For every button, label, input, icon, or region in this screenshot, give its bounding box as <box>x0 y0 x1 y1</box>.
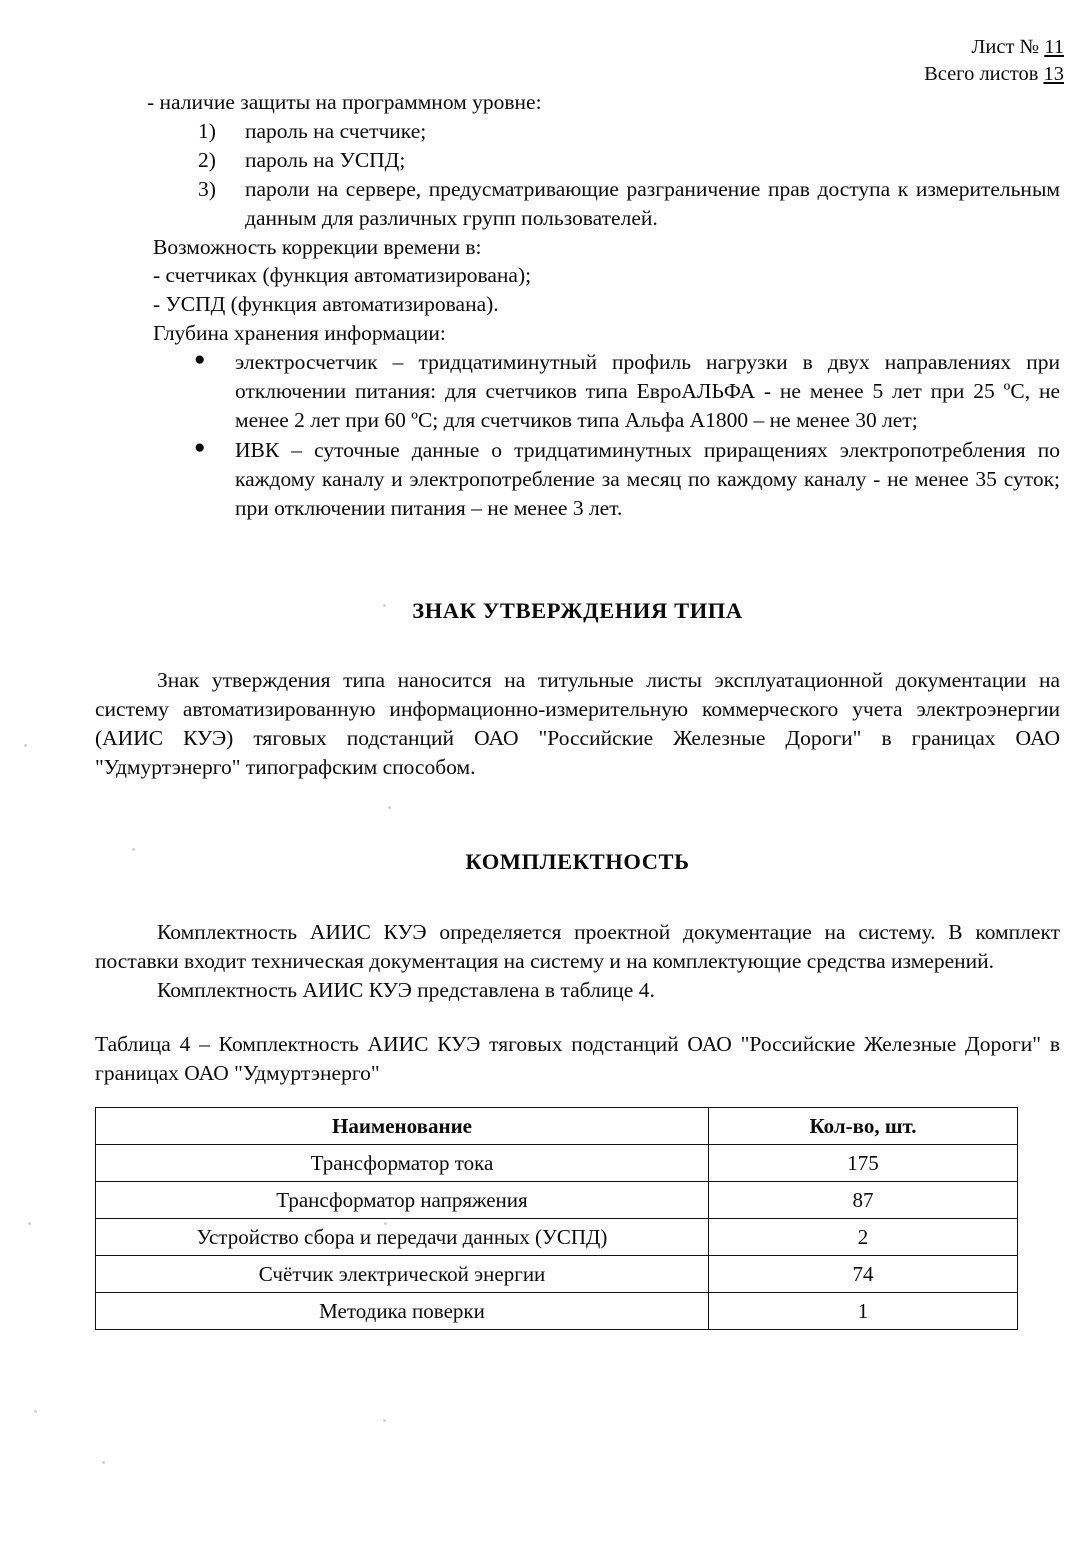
list-item-text: ИВК – суточные данные о тридцатиминутных приращениях электропотребления по каждому каналу и электропотребление за месяц по каждому каналу - не менее 35 суток; при отключении питания – не менее 3 лет. <box>235 437 1060 520</box>
sheet-label: Лист № <box>971 36 1040 58</box>
list-marker: 2) <box>198 147 216 172</box>
protection-lead: - наличие защиты на программном уровне: <box>147 90 542 114</box>
list-item <box>180 348 1060 435</box>
list-item-text: пароли на сервере, предусматривающие разграничение прав доступа к измерительным данным для различных групп пользователей. <box>245 176 1060 230</box>
list-item-text: пароль на УСПД; <box>245 147 406 172</box>
list-marker: 3) <box>198 176 216 201</box>
bullet-icon: ● <box>194 436 206 458</box>
cell-qty: 87 <box>709 1182 1018 1219</box>
storage-list <box>95 348 1060 522</box>
scan-speckle <box>383 1419 386 1422</box>
storage-lead: Глубина хранения информации: <box>153 321 446 346</box>
cell-name: Устройство сбора и передачи данных (УСПД) <box>96 1219 709 1256</box>
completeness-paragraph-2: Комплектность АИИС КУЭ представлена в таблице 4. <box>157 977 655 1002</box>
scan-speckle <box>132 848 135 851</box>
scan-speckle <box>28 1222 31 1225</box>
cell-qty: 175 <box>709 1145 1018 1182</box>
table-row <box>96 1182 1018 1219</box>
sheet-number: 11 <box>1044 36 1064 58</box>
scan-speckle <box>383 604 386 607</box>
cell-qty: 74 <box>709 1256 1018 1293</box>
list-item <box>198 175 1060 233</box>
cell-qty: 2 <box>709 1219 1018 1256</box>
total-sheets-line <box>924 61 1064 88</box>
cell-qty: 1 <box>709 1293 1018 1330</box>
table-row <box>96 1145 1018 1182</box>
column-header-qty: Кол-во, шт. <box>709 1108 1018 1145</box>
cell-name: Трансформатор напряжения <box>96 1182 709 1219</box>
list-item <box>198 117 1060 146</box>
completeness-paragraph-1: Комплектность АИИС КУЭ определяется проектной документацие на систему. В комплект поставки входит техническая документация на систему и на комплектующие средства измерений. <box>95 919 1060 973</box>
table-row <box>96 1293 1018 1330</box>
cell-name: Счётчик электрической энергии <box>96 1256 709 1293</box>
time-correction-lead: Возможность коррекции времени в: <box>153 234 482 259</box>
scan-speckle <box>102 1461 105 1464</box>
type-mark-heading: ЗНАК УТВЕРЖДЕНИЯ ТИПА <box>412 597 743 623</box>
scan-speckle <box>24 744 27 747</box>
cell-name: Трансформатор тока <box>96 1145 709 1182</box>
completeness-table <box>95 1107 1018 1330</box>
table-caption: Таблица 4 – Комплектность АИИС КУЭ тяговых подстанций ОАО "Российские Железные Дороги" в границах ОАО "Удмуртэнерго" <box>95 1032 1060 1086</box>
cell-name: Методика поверки <box>96 1293 709 1330</box>
page-header <box>924 34 1064 88</box>
completeness-heading: КОМПЛЕКТНОСТЬ <box>465 849 690 875</box>
sheet-number-line <box>924 34 1064 61</box>
table-header-row <box>96 1108 1018 1145</box>
list-item-text: пароль на счетчике; <box>245 118 427 143</box>
protection-list <box>95 117 1060 233</box>
time-correction-item: - счетчиках (функция автоматизирована); <box>153 263 532 288</box>
time-correction-item: - УСПД (функция автоматизирована). <box>153 292 499 317</box>
scan-speckle <box>384 1222 387 1225</box>
table-row <box>96 1219 1018 1256</box>
scan-speckle <box>388 806 391 809</box>
list-item-text: электросчетчик – тридцатиминутный профиль нагрузки в двух направлениях при отключении питания: для счетчиков типа ЕвроАЛЬФА - не менее 5 лет при 25 ºС, не менее 2 лет при 60 ºС; для счетчиков типа Альфа А1800 – не менее 30 лет; <box>235 350 1060 432</box>
time-correction-block <box>153 233 1060 349</box>
total-sheets-number: 13 <box>1043 63 1064 86</box>
list-marker: 1) <box>198 118 216 143</box>
total-sheets-label: Всего листов <box>924 63 1039 86</box>
column-header-name: Наименование <box>96 1108 709 1145</box>
table-row <box>96 1256 1018 1293</box>
list-item <box>180 436 1060 523</box>
bullet-icon: ● <box>194 349 206 371</box>
type-mark-paragraph: Знак утверждения типа наносится на титульные листы эксплуатационной документации на систему автоматизированную информационно-измерительную коммерческого учета электроэнергии (АИИС КУЭ) тяговых подстанций ОАО "Российские Железные Дороги" в границах ОАО "Удмуртэнерго" типографским способом. <box>95 667 1060 779</box>
document-body <box>95 88 1060 1330</box>
list-item <box>198 146 1060 175</box>
scan-speckle <box>34 1410 37 1413</box>
